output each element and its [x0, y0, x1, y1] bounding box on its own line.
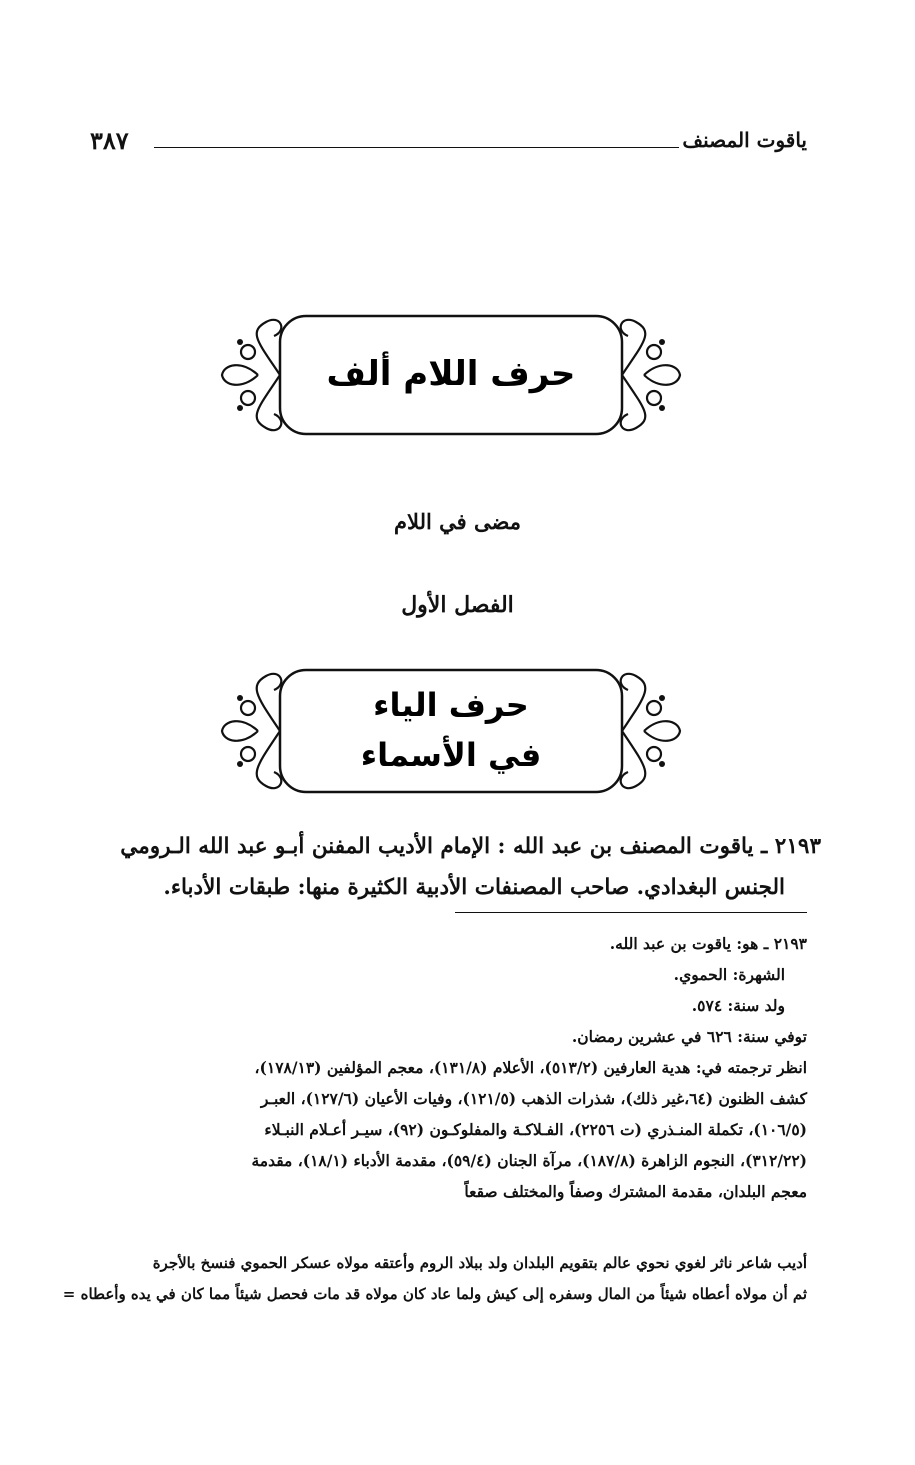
biography-entry [86, 826, 821, 908]
footnote-continuation [62, 1248, 807, 1310]
footnotes [96, 928, 807, 1207]
footnote-line: (١٠٦/٥)، تكملة المنـذري (ت ٢٢٥٦)، الفـلاكـة والمفلوكـون (٩٢)، سيـر أعـلام النبـلاء [264, 1120, 807, 1139]
section-heading-line2: في الأسماء [360, 736, 542, 774]
footnote-line: الشهرة: الحموي. [673, 965, 785, 984]
footnote-line: ٢١٩٣ ـ هو: ياقوت بن عبد الله. [609, 934, 807, 953]
footnote-separator [455, 912, 807, 913]
running-header [90, 128, 807, 162]
chapter-title: الفصل الأول [401, 592, 514, 618]
header-rule [154, 147, 679, 148]
letter-heading-cartouche [218, 312, 684, 438]
continuation-line: أديب شاعر ناثر لغوي نحوي عالم بتقويم البلدان ولد ببلاد الروم وأعتقه مولاه عسكر الحموي فنسخ بالأجرة [152, 1254, 807, 1272]
running-title: ياقوت المصنف [682, 128, 807, 152]
continuation-line: ثم أن مولاه أعطاه شيئاً من المال وسفره إلى كيش ولما عاد كان مولاه قد مات فحصل شيئاً مما كان في يده وأعطاه = [62, 1285, 807, 1303]
letter-heading: حرف اللام ألف [326, 354, 576, 394]
page-number: ٣٨٧ [90, 126, 129, 155]
section-heading-cartouche [218, 666, 684, 796]
cross-reference-note: مضى في اللام [394, 509, 521, 534]
entry-line: ٢١٩٣ ـ ياقوت المصنف بن عبد الله : الإمام الأديب المفنن أبـو عبد الله الـرومي [120, 834, 821, 859]
footnote-line: توفي سنة: ٦٢٦ في عشرين رمضان. [571, 1027, 807, 1046]
entry-line: الجنس البغدادي. صاحب المصنفات الأدبية الكثيرة منها: طبقات الأدباء. [163, 875, 785, 900]
footnote-line: (٣١٢/٢٢)، النجوم الزاهرة (١٨٧/٨)، مرآة الجنان (٥٩/٤)، مقدمة الأدباء (١٨/١)، مقدمة [251, 1151, 807, 1170]
footnote-line: انظر ترجمته في: هدية العارفين (٥١٣/٢)، الأعلام (١٣١/٨)، معجم المؤلفين (١٧٨/١٣)، [254, 1058, 807, 1077]
section-heading-line1: حرف الياء [373, 686, 529, 724]
footnote-line: ولد سنة: ٥٧٤. [691, 996, 785, 1015]
footnote-line: معجم البلدان، مقدمة المشترك وصفاً والمختلف صقعاً [464, 1182, 807, 1201]
section-heading [218, 680, 684, 780]
footnote-line: كشف الظنون (٦٤،غير ذلك)، شذرات الذهب (١٢١/٥)، وفيات الأعيان (١٢٧/٦)، العبـر [260, 1089, 807, 1108]
